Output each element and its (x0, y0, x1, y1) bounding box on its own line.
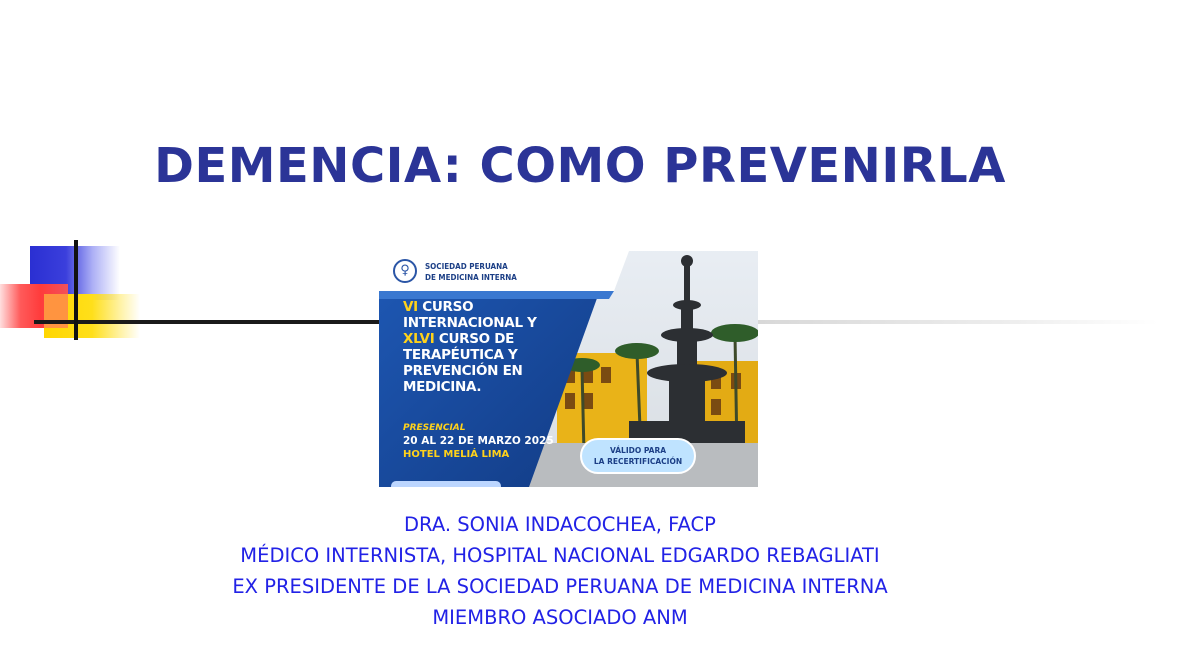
course-title (403, 299, 583, 395)
badge-line-1: VÁLIDO PARA (609, 446, 667, 455)
org-name-line1: SOCIEDAD PERUANA (425, 262, 508, 271)
org-logo-icon: ♀ (393, 259, 417, 283)
org-name-line2: DE MEDICINA INTERNA (425, 273, 517, 282)
author-past-role: EX PRESIDENTE DE LA SOCIEDAD PERUANA DE MEDICINA INTERNA (232, 575, 888, 598)
decorative-vertical-line (74, 240, 78, 340)
decorative-horizontal-line (34, 320, 380, 324)
slide-title: DEMENCIA: COMO PREVENIRLA (154, 138, 1006, 194)
event-modality: PRESENCIAL (403, 423, 466, 433)
event-venue: HOTEL MELIÁ LIMA (403, 449, 510, 460)
author-membership: MIEMBRO ASOCIADO ANM (432, 606, 688, 629)
org-logo (379, 243, 579, 291)
event-dates: 20 AL 22 DE MARZO 2025 (403, 435, 554, 447)
course-line-2: INTERNACIONAL Y (403, 315, 537, 331)
author-credits (0, 509, 1120, 633)
course-line-4: TERAPÉUTICA Y (403, 347, 518, 363)
badge-line-2: LA RECERTIFICACIÓN (593, 457, 683, 466)
course-line-5: PREVENCIÓN EN (403, 363, 523, 379)
event-banner-image (379, 243, 758, 487)
event-details (403, 423, 603, 461)
course-number-2: XLVI (403, 331, 435, 347)
course-number-1: VI (403, 299, 418, 315)
banner-bottom-pill (391, 481, 501, 487)
author-position: MÉDICO INTERNISTA, HOSPITAL NACIONAL EDGARDO REBAGLIATI (240, 544, 880, 567)
course-line-1: CURSO (417, 299, 474, 315)
author-name: DRA. SONIA INDACOCHEA, FACP (404, 513, 716, 536)
course-line-3: CURSO DE (434, 331, 515, 347)
decorative-horizontal-line-fade (758, 320, 1158, 324)
org-name (425, 261, 555, 283)
recertification-badge (580, 438, 696, 474)
course-line-6: MEDICINA. (403, 379, 482, 395)
